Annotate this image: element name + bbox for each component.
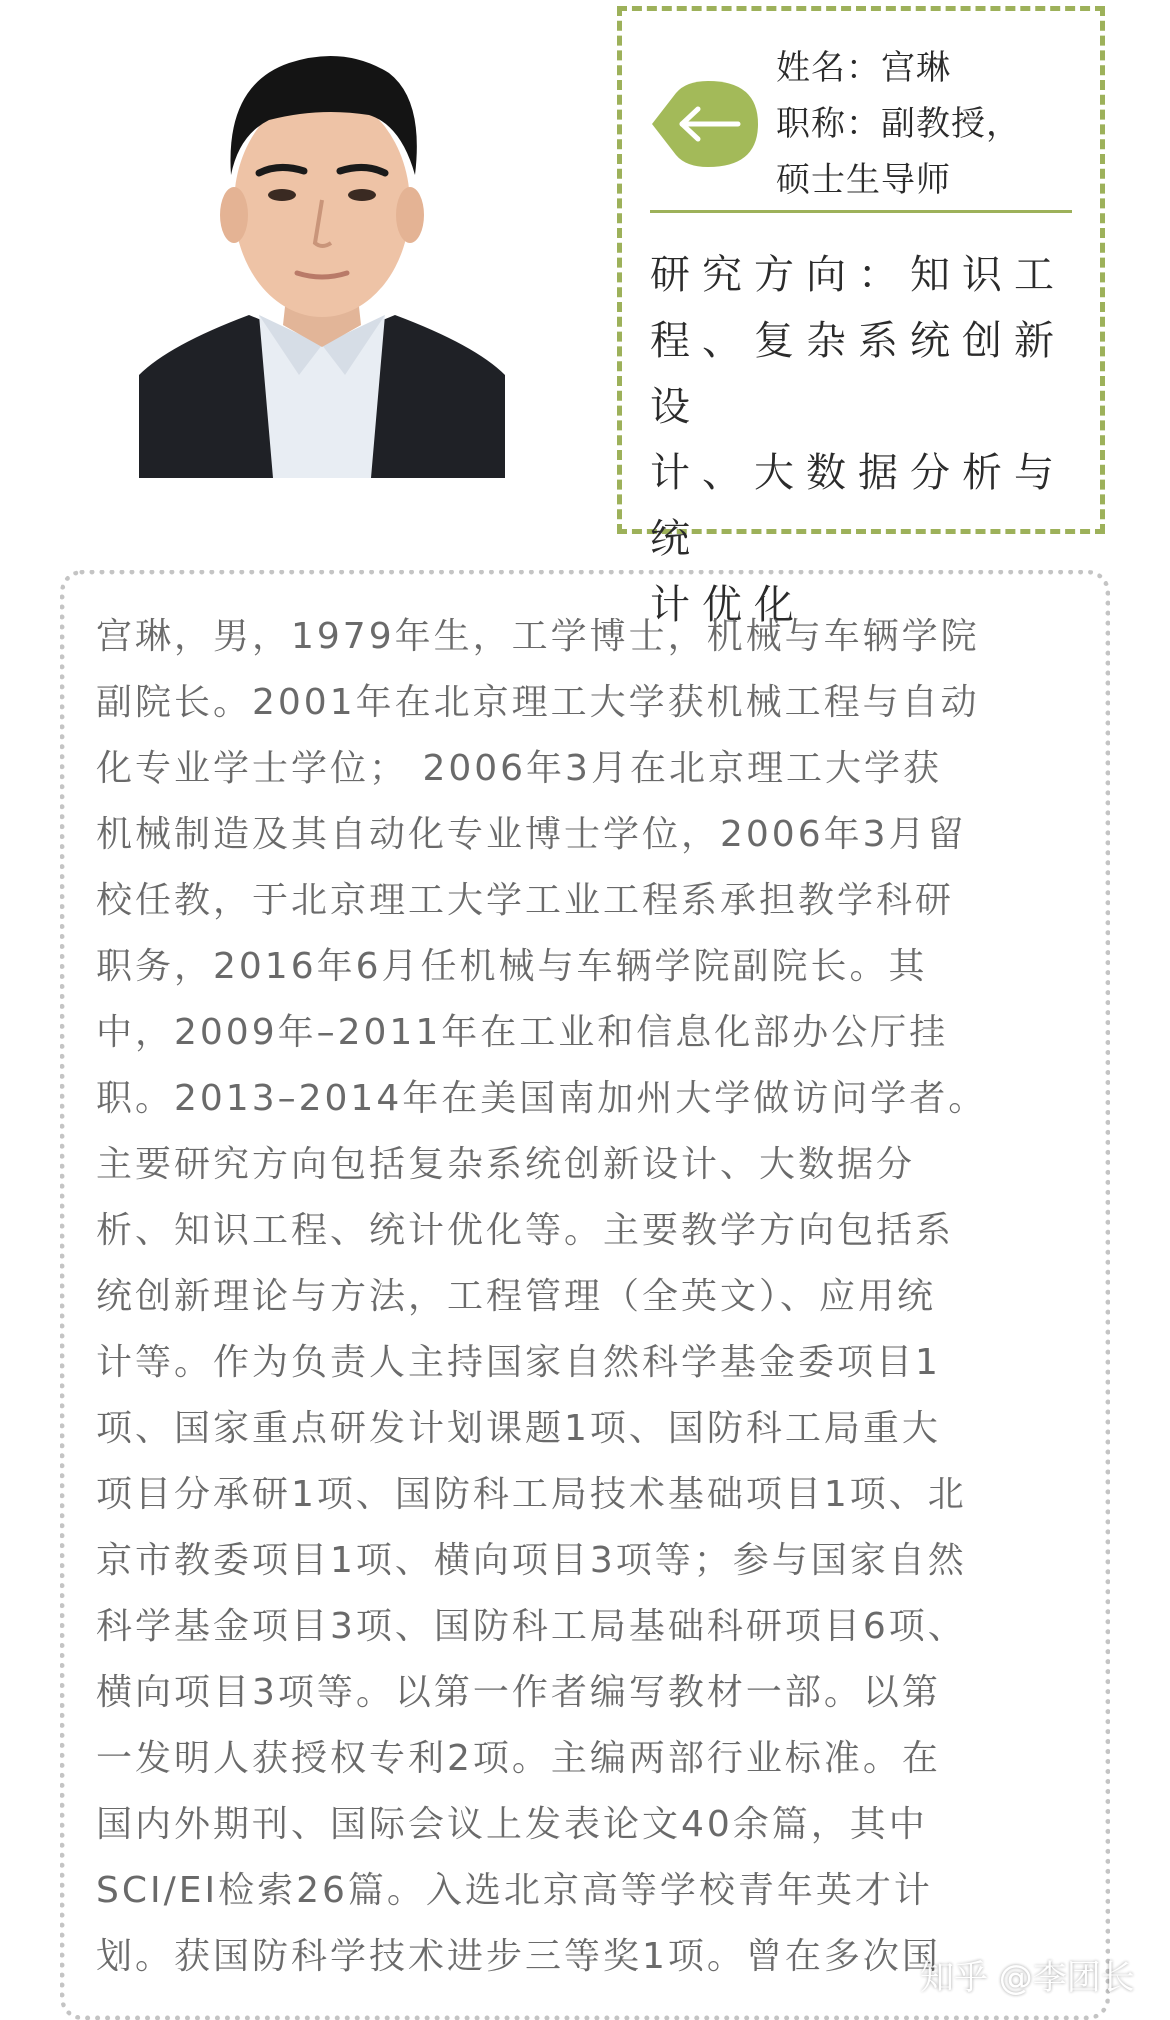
info-divider — [650, 210, 1072, 213]
bio-line: 统创新理论与方法，工程管理（全英文）、应用统 — [96, 1276, 937, 1317]
watermark: 知乎 @李团长 — [920, 1958, 1135, 1998]
research-line: 程、复杂系统创新设 — [650, 318, 1066, 430]
title-line-1: 职称：副教授， — [776, 104, 1021, 144]
bio-line: 一发明人获授权专利2项。主编两部行业标准。在 — [96, 1738, 941, 1779]
research-line: 计优化 — [650, 582, 806, 628]
bio-line: SCI/EI检索26篇。入选北京高等学校青年英才计 — [96, 1870, 933, 1911]
bio-line: 国内外期刊、国际会议上发表论文40余篇，其中 — [96, 1804, 928, 1845]
bio-line: 机械制造及其自动化专业博士学位，2006年3月留 — [96, 814, 967, 855]
profile-info — [776, 40, 1096, 208]
bio-line: 职务，2016年6月任机械与车辆学院副院长。其 — [96, 946, 928, 987]
research-line: 计、大数据分析与统 — [650, 450, 1066, 562]
bio-line: 划。获国防科学技术进步三等奖1项。曾在多次国 — [96, 1936, 941, 1977]
bio-line: 宫琳，男，1979年生，工学博士，机械与车辆学院 — [96, 616, 980, 657]
left-arrow-icon[interactable] — [652, 81, 758, 167]
bio-text — [96, 604, 1074, 1990]
bio-line: 京市教委项目1项、横向项目3项等；参与国家自然 — [96, 1540, 967, 1581]
title-line-2: 硕士生导师 — [776, 160, 951, 200]
bio-line: 化专业学士学位； 2006年3月在北京理工大学获 — [96, 748, 942, 789]
bio-line: 校任教，于北京理工大学工业工程系承担教学科研 — [96, 880, 955, 921]
bio-line: 科学基金项目3项、国防科工局基础科研项目6项、 — [96, 1606, 967, 1647]
bio-line: 计等。作为负责人主持国家自然科学基金委项目1 — [96, 1342, 941, 1383]
bio-line: 职。2013–2014年在美国南加州大学做访问学者。 — [96, 1078, 988, 1119]
bio-line: 项目分承研1项、国防科工局技术基础项目1项、北 — [96, 1474, 967, 1515]
bio-line: 横向项目3项等。以第一作者编写教材一部。以第 — [96, 1672, 941, 1713]
bio-line: 析、知识工程、统计优化等。主要教学方向包括系 — [96, 1210, 955, 1251]
name-line: 姓名：宫琳 — [776, 48, 951, 88]
bio-line: 中，2009年–2011年在工业和信息化部办公厅挂 — [96, 1012, 949, 1053]
bio-line: 主要研究方向包括复杂系统创新设计、大数据分 — [96, 1144, 916, 1185]
research-line: 研究方向：知识工 — [650, 252, 1066, 298]
portrait-photo — [139, 15, 505, 478]
bio-line: 项、国家重点研发计划课题1项、国防科工局重大 — [96, 1408, 941, 1449]
bio-line: 副院长。2001年在北京理工大学获机械工程与自动 — [96, 682, 980, 723]
